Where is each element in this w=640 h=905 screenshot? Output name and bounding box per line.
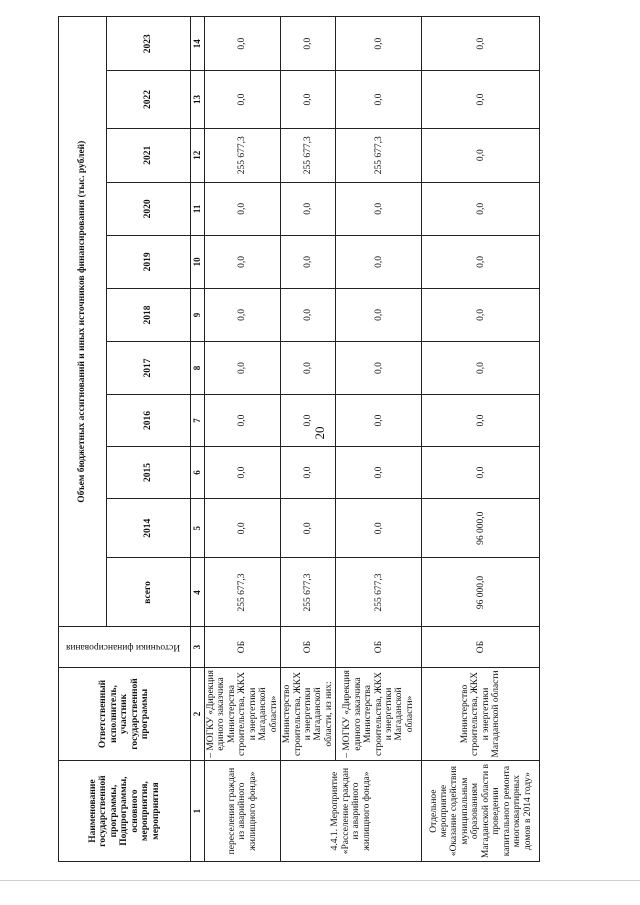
header-year: 2023 (107, 17, 191, 71)
row-value: 0,0 (336, 288, 422, 341)
row-value: 255 677,3 (205, 128, 281, 182)
row-name: Отдельное мероприятие «Оказание содействия муниципальным образованиям Магаданской области в проведении капитального ремонта многоквартирных домов в 2014 году» (422, 761, 540, 862)
table-row (422, 17, 540, 862)
page-bottom-rule (0, 880, 640, 881)
row-value: 0,0 (422, 235, 540, 288)
row-total: 255 677,3 (336, 558, 422, 627)
row-value: 0,0 (422, 288, 540, 341)
header-responsible: Ответственный исполнитель, участник государственной программы (59, 667, 191, 760)
row-value: 0,0 (422, 128, 540, 182)
column-number: 8 (191, 341, 205, 394)
column-number: 5 (191, 499, 205, 558)
row-source: ОБ (205, 627, 281, 667)
row-value: 0,0 (422, 341, 540, 394)
header-year: 2015 (107, 447, 191, 499)
row-value: 0,0 (281, 182, 336, 235)
header-year: 2018 (107, 288, 191, 341)
header-year: 2020 (107, 182, 191, 235)
header-year: 2021 (107, 128, 191, 182)
row-value: 0,0 (422, 182, 540, 235)
row-value: 0,0 (336, 17, 422, 71)
row-value: 0,0 (422, 17, 540, 71)
table-row (336, 17, 422, 862)
row-value: 0,0 (336, 447, 422, 499)
row-source: ОБ (336, 627, 422, 667)
column-number: 3 (191, 627, 205, 667)
row-value: 0,0 (281, 341, 336, 394)
row-value: 0,0 (281, 499, 336, 558)
row-name: 4.4.1. Мероприятие «Расселение граждан из аварийного жилищного фонда» (281, 761, 422, 862)
row-value: 0,0 (336, 395, 422, 447)
row-value: 0,0 (205, 235, 281, 288)
row-value: 0,0 (205, 341, 281, 394)
row-value: 0,0 (205, 288, 281, 341)
header-year: 2014 (107, 499, 191, 558)
row-value: 0,0 (336, 71, 422, 128)
column-number: 6 (191, 447, 205, 499)
row-source: ОБ (422, 627, 540, 667)
row-responsible: – МОГКУ «Дирекция единого заказчика Министерства строительства, ЖКХ и энергетики Магаданской области» (336, 667, 422, 760)
row-value: 0,0 (281, 395, 336, 447)
row-value: 0,0 (336, 499, 422, 558)
header-year: 2016 (107, 395, 191, 447)
row-value: 0,0 (205, 499, 281, 558)
row-value: 0,0 (422, 395, 540, 447)
row-source: ОБ (281, 627, 336, 667)
row-value: 0,0 (281, 71, 336, 128)
row-value: 0,0 (281, 447, 336, 499)
column-number: 14 (191, 17, 205, 71)
header-volume: Объем бюджетных ассигнований и иных источников финансирования (тыс. рублей) (59, 17, 107, 627)
row-value: 0,0 (281, 235, 336, 288)
header-year: 2022 (107, 71, 191, 128)
row-value: 255 677,3 (281, 128, 336, 182)
column-number: 4 (191, 558, 205, 627)
row-name: переселения граждан из аварийного жилищного фонда» (205, 761, 281, 862)
column-number: 9 (191, 288, 205, 341)
header-source: Источники финансирования (59, 627, 191, 667)
row-value: 0,0 (205, 17, 281, 71)
header-year: 2017 (107, 341, 191, 394)
column-number: 13 (191, 71, 205, 128)
header-name: Наименование государственной программы, Подпрограммы, основного мероприятия, мероприятия (59, 761, 191, 862)
row-value: 0,0 (205, 447, 281, 499)
financing-table (58, 16, 540, 862)
column-number: 10 (191, 235, 205, 288)
row-total: 255 677,3 (205, 558, 281, 627)
header-year: 2019 (107, 235, 191, 288)
column-number: 11 (191, 182, 205, 235)
column-number: 7 (191, 395, 205, 447)
row-total: 255 677,3 (281, 558, 336, 627)
row-value: 0,0 (336, 341, 422, 394)
row-value: 0,0 (281, 288, 336, 341)
row-responsible: – МОГКУ «Дирекция единого заказчика Министерства строительства, ЖКХ и энергетики Магаданской области» (205, 667, 281, 760)
row-value: 0,0 (205, 71, 281, 128)
row-total: 96 000,0 (422, 558, 540, 627)
page-number: 20 (312, 426, 327, 440)
row-value: 0,0 (422, 71, 540, 128)
column-number: 12 (191, 128, 205, 182)
rotated-table-area (58, 16, 533, 862)
column-number: 1 (191, 761, 205, 862)
column-number: 2 (191, 667, 205, 760)
row-value: 0,0 (336, 235, 422, 288)
header-total: всего (107, 558, 191, 627)
row-responsible: Министерство строительства, ЖКХ и энергетики Магаданской области (422, 667, 540, 760)
table-row (205, 17, 281, 862)
row-value: 0,0 (336, 182, 422, 235)
row-value: 255 677,3 (336, 128, 422, 182)
row-value: 0,0 (422, 447, 540, 499)
row-responsible: Министерство строительства, ЖКХ и энергетики Магаданской области, из них: (281, 667, 336, 760)
row-value: 0,0 (281, 17, 336, 71)
row-value: 0,0 (205, 182, 281, 235)
row-value: 0,0 (205, 395, 281, 447)
row-value: 96 000,0 (422, 499, 540, 558)
table-row (281, 17, 336, 862)
